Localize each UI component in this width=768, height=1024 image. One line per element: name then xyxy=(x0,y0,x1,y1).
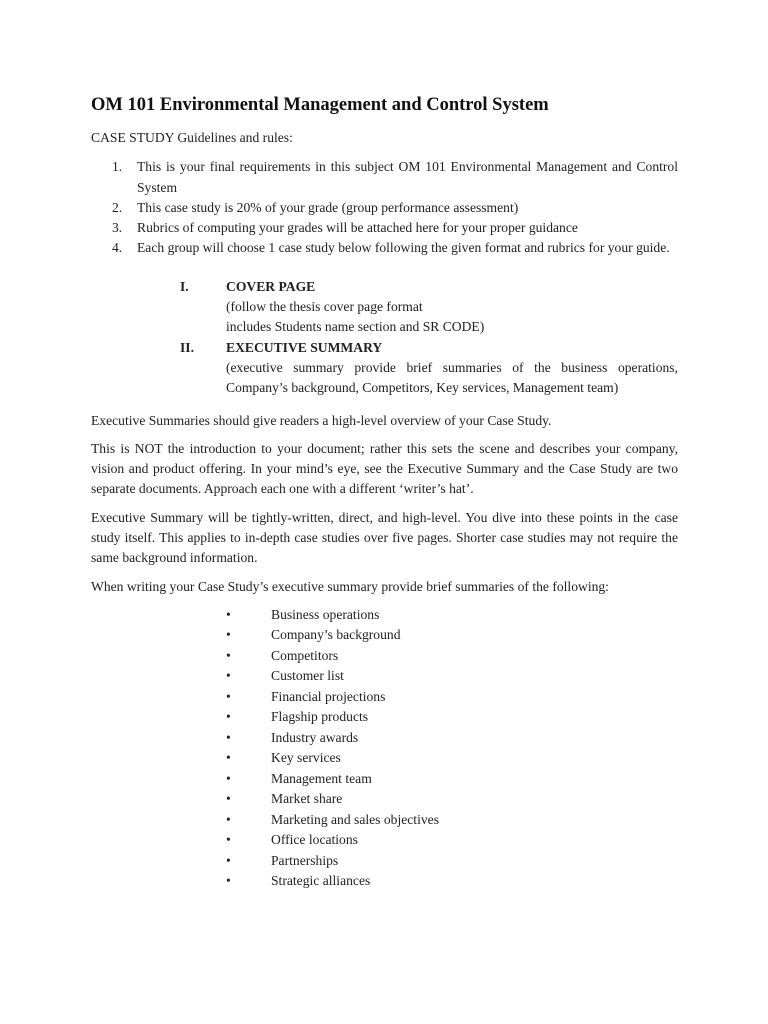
list-item xyxy=(91,769,678,790)
list-item-text: Financial projections xyxy=(271,688,386,704)
list-item-text: Key services xyxy=(271,750,341,766)
paragraph: Executive Summaries should give readers a high-level overview of your Case Study. xyxy=(91,412,552,428)
guideline-text: Each group will choose 1 case study below following the given format and rubrics for your guide. xyxy=(137,240,670,256)
list-item xyxy=(91,851,678,872)
summary-topics-list xyxy=(91,605,678,892)
guideline-number: 2. xyxy=(112,199,123,215)
list-item xyxy=(91,789,678,810)
guideline-item xyxy=(91,218,678,238)
guideline-item xyxy=(91,198,678,218)
list-item-text: Market share xyxy=(271,791,343,807)
bullet-icon: • xyxy=(226,647,231,663)
section-line: includes Students name section and SR CODE) xyxy=(226,319,485,335)
list-item xyxy=(91,871,678,892)
bullet-icon: • xyxy=(226,606,231,622)
list-item xyxy=(91,625,678,646)
list-item-text: Marketing and sales objectives xyxy=(271,811,439,827)
bullet-icon: • xyxy=(226,791,231,807)
paragraph: When writing your Case Study’s executive summary provide brief summaries of the following: xyxy=(91,578,609,594)
bullet-icon: • xyxy=(226,770,231,786)
section-heading: COVER PAGE xyxy=(226,278,316,294)
list-item-text: Partnerships xyxy=(271,852,339,868)
list-item-text: Customer list xyxy=(271,668,344,684)
list-item-text: Flagship products xyxy=(271,709,369,725)
list-item-text: Industry awards xyxy=(271,729,359,745)
bullet-icon: • xyxy=(226,750,231,766)
guideline-text: This is your final requirements in this subject OM 101 Environmental Management and Control System xyxy=(137,159,678,195)
bullet-icon: • xyxy=(226,709,231,725)
bullet-icon: • xyxy=(226,668,231,684)
guidelines-subtitle: CASE STUDY Guidelines and rules: xyxy=(91,130,293,145)
section-number: I. xyxy=(180,278,189,294)
list-item-text: Strategic alliances xyxy=(271,873,371,889)
list-item xyxy=(91,810,678,831)
bullet-icon: • xyxy=(226,873,231,889)
guideline-number: 3. xyxy=(112,220,123,236)
section-number: II. xyxy=(180,339,194,355)
list-item xyxy=(91,830,678,851)
section-body xyxy=(226,277,678,338)
bullet-icon: • xyxy=(226,852,231,868)
list-item-text: Management team xyxy=(271,770,372,786)
guideline-number: 4. xyxy=(112,240,123,256)
bullet-icon: • xyxy=(226,627,231,643)
bullet-icon: • xyxy=(226,832,231,848)
paragraph: This is NOT the introduction to your document; rather this sets the scene and describes your company, vision and product offering. In your mind’s eye, see the Executive Summary and the Case Study are two separate documents. Approach each one with a different ‘writer’s hat’. xyxy=(91,440,678,497)
list-item-text: Competitors xyxy=(271,647,339,663)
bullet-icon: • xyxy=(226,811,231,827)
section-line: (executive summary provide brief summaries of the business operations, Company’s background, Competitors, Key services, Management team) xyxy=(226,359,678,396)
list-item xyxy=(91,605,678,626)
guideline-text: This case study is 20% of your grade (group performance assessment) xyxy=(137,199,519,215)
list-item xyxy=(91,646,678,667)
paragraph: Executive Summary will be tightly-written, direct, and high-level. You dive into these points in the case study itself. This applies to in-depth case studies over five pages. Shorter case studies may not require the same background information. xyxy=(91,509,678,566)
document-title: OM 101 Environmental Management and Control System xyxy=(91,95,549,115)
section-executive-summary xyxy=(91,338,678,399)
list-item xyxy=(91,687,678,708)
section-heading: EXECUTIVE SUMMARY xyxy=(226,339,383,355)
guidelines-list xyxy=(91,157,678,258)
list-item xyxy=(91,748,678,769)
list-item-text: Office locations xyxy=(271,832,358,848)
format-sections xyxy=(91,277,678,399)
bullet-icon: • xyxy=(226,729,231,745)
list-item xyxy=(91,707,678,728)
list-item xyxy=(91,666,678,687)
section-body xyxy=(226,338,678,399)
guideline-item xyxy=(91,238,678,258)
list-item-text: Business operations xyxy=(271,606,380,622)
section-cover-page xyxy=(91,277,678,338)
guideline-item xyxy=(91,157,678,198)
list-item-text: Company’s background xyxy=(271,627,401,643)
section-line: (follow the thesis cover page format xyxy=(226,299,423,315)
guideline-text: Rubrics of computing your grades will be attached here for your proper guidance xyxy=(137,220,578,236)
bullet-icon: • xyxy=(226,688,231,704)
list-item xyxy=(91,728,678,749)
guideline-number: 1. xyxy=(112,159,123,175)
